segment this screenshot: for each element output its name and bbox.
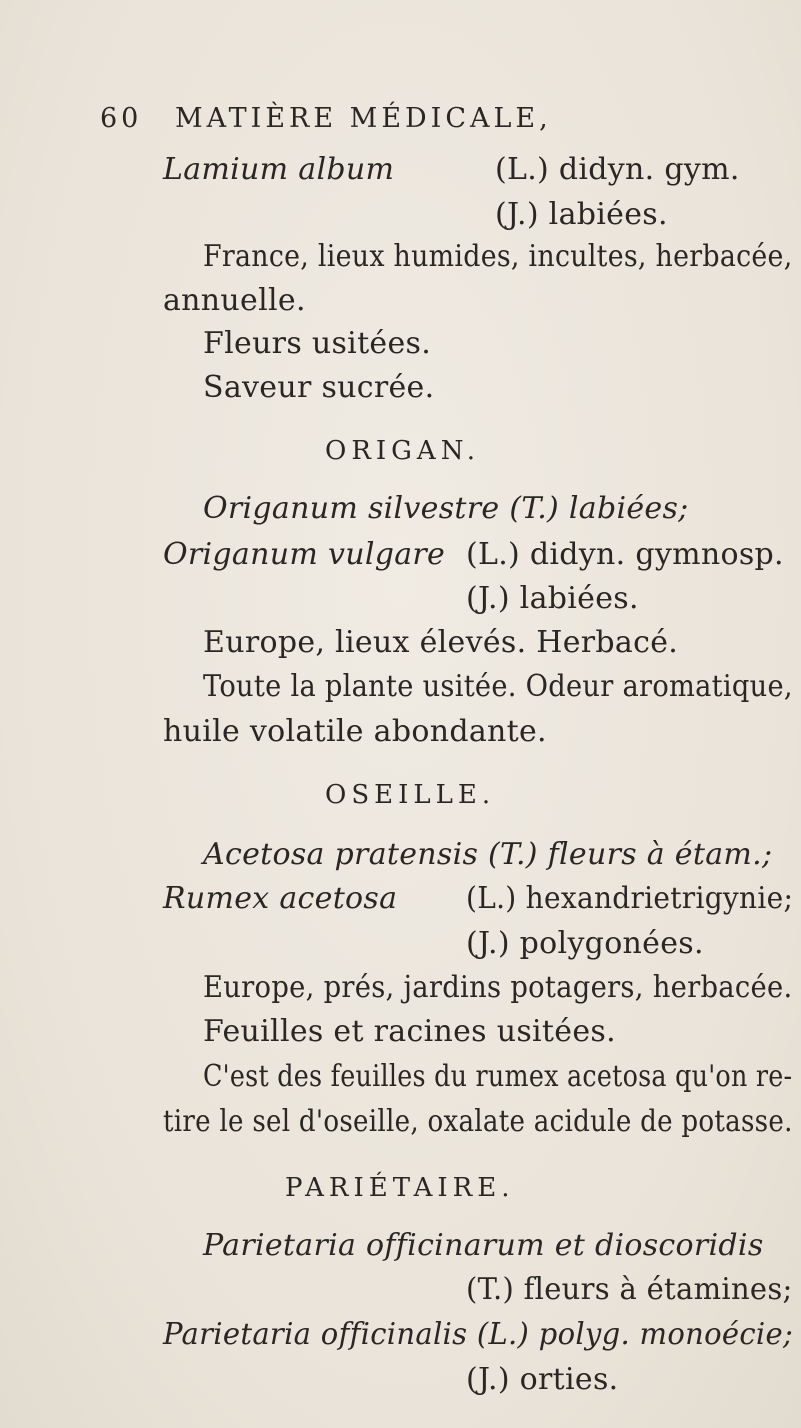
section-heading-origan: ORIGAN. bbox=[325, 436, 481, 466]
latin-name-rumex: Rumex acetosa bbox=[163, 881, 398, 916]
classification-linnaeus: (L.) didyn. gym. bbox=[495, 152, 740, 187]
habitat-text: France, lieux humides, incultes, herbacée, bbox=[203, 239, 793, 274]
latin-name-origanum-vulgare: Origanum vulgare bbox=[163, 537, 446, 572]
classification-jussieu: (J.) polygonées. bbox=[466, 926, 704, 961]
running-title: MATIÈRE MÉDICALE, bbox=[175, 103, 552, 134]
page-number: 60 bbox=[100, 103, 143, 134]
classification-linnaeus: (L.) didyn. gymnosp. bbox=[466, 537, 784, 572]
description-text: C'est des feuilles du rumex acetosa qu'on re- bbox=[203, 1059, 793, 1094]
section-heading-oseille: OSEILLE. bbox=[325, 780, 496, 810]
habitat-text: Europe, lieux élevés. Herbacé. bbox=[203, 625, 679, 660]
latin-name-lamium: Lamium album bbox=[163, 152, 395, 187]
habitat-continuation: annuelle. bbox=[163, 283, 306, 318]
latin-name-acetosa: Acetosa pratensis (T.) fleurs à étam.; bbox=[203, 837, 773, 872]
description-text: Toute la plante usitée. Odeur aromatique, bbox=[203, 669, 793, 704]
latin-name-origanum-silvestre: Origanum silvestre (T.) labiées; bbox=[203, 491, 689, 526]
usage-text: Fleurs usitées. bbox=[203, 326, 432, 361]
habitat-text: Europe, prés, jardins potagers, herbacée. bbox=[203, 970, 793, 1005]
latin-name-parietaria-officinalis: Parietaria officinalis (L.) polyg. monoécie; bbox=[163, 1317, 794, 1352]
description-continuation: tire le sel d'oseille, oxalate acidule de potasse. bbox=[163, 1104, 793, 1139]
description-continuation: huile volatile abondante. bbox=[163, 714, 547, 749]
section-heading-parietaire: PARIÉTAIRE. bbox=[285, 1173, 515, 1203]
classification-jussieu: (J.) labiées. bbox=[466, 581, 639, 616]
taste-text: Saveur sucrée. bbox=[203, 370, 435, 405]
usage-text: Feuilles et racines usitées. bbox=[203, 1014, 616, 1049]
latin-name-parietaria-officinarum: Parietaria officinarum et dioscoridis bbox=[203, 1228, 764, 1263]
classification-tournefort: (T.) fleurs à étamines; bbox=[466, 1272, 793, 1307]
classification-jussieu: (J.) orties. bbox=[466, 1362, 619, 1397]
classification-jussieu: (J.) labiées. bbox=[495, 197, 668, 232]
classification-linnaeus: (L.) hexandrietrigynie; bbox=[466, 881, 794, 916]
